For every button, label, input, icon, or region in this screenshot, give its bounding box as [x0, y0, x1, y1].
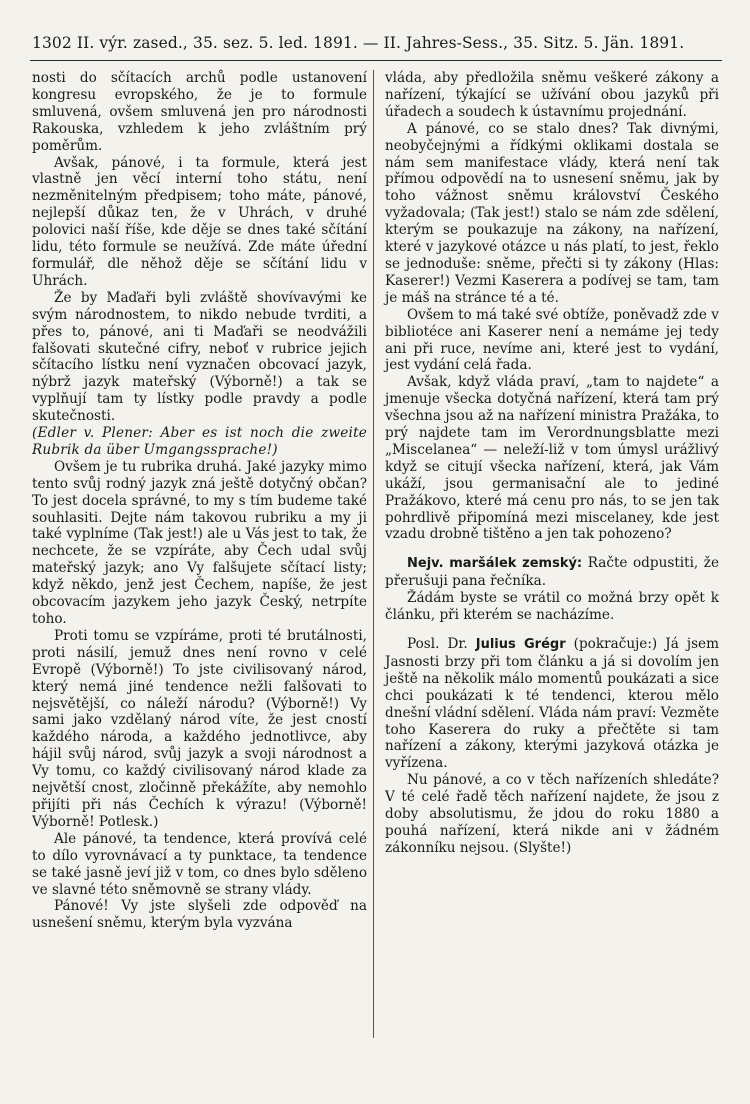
paragraph: vláda, aby předložila sněmu veškeré zákony a nařízení, týkající se užívání obou jazyků při úřadech a soudech k ústavnímu projednání. — [385, 70, 719, 120]
left-column — [32, 70, 367, 932]
paragraph: Ale pánové, ta tendence, která provívá celé to dílo vyrovnávací a ty punktace, ta tendence se také jasně jeví již v tom, co dnes bylo sděleno ve slavné této sněmovně se strany vlády. — [32, 830, 367, 898]
page-header: 1302 II. výr. zased., 35. sez. 5. led. 1891. — II. Jahres-Sess., 35. Sitz. 5. Jän. 1891. — [32, 34, 685, 52]
speaker-paragraph — [385, 555, 719, 590]
paragraph: Nu pánové, a co v těch nařízeních shledáte? V té celé řadě těch nařízení najdete, že jsou z doby absolutismu, že jdou do roku 1880 a pouhá nařízení, která nikde ani v žádném zákonníku nejsou. (Slyšte!) — [385, 772, 719, 856]
paragraph: A pánové, co se stalo dnes? Tak divnými, neobyčejnými a řídkými oklikami dostala se nám sem manifestace vlády, která není tak přímou odpovědí na to usnesení sněmu, jak by toho vážnost sněmu království Českého vyžadovala; (Tak jest!) stalo se nám zde sdělení, kterým se poukazuje na zákony, na nařízení, které v jazykové otázce u nás platí, to jest, řeklo se jednoduše: sněme, přečti si ty zákony (Hlas: Kaserer!) Vezmi Kaserera a podívej se tam, tam je máš na stránce té a té. — [385, 120, 719, 306]
paragraph: Proti tomu se vzpíráme, proti té brutálnosti, proti násilí, jemuž dnes není rovno v celé Evropě (Výborně!) To jste civilisovaný národ, který nemá jiné tendence nežli falšovati to nejsvětější, co náleží národu? (Výborně!) Vy sami jako vzdělaný národ víte, že jest cností každého národa, a každého jednotlivce, aby hájil svůj národ, svůj jazyk a svoji národnost a Vy tomu, co každý civilisovaný národ klade za největší cnost, zločinně překážíte, aby nemohlo přijíti při nás Čechích k výrazu! (Výborně! Výborně! Potlesk.) — [32, 627, 367, 830]
speaker-title: Posl. Dr. — [407, 636, 468, 652]
paragraph: nosti do sčítacích archů podle ustanovení kongresu evropského, že je to formule smluvená, ovšem smluvená jen pro národnosti Rakouska, vzhledem k jeho zvláštním prý poměrům. — [32, 70, 367, 154]
paragraph: Že by Maďaři byli zvláště shovívavými ke svým národnostem, to nikdo nebude tvrditi, a přes to, pánové, ani ti Maďaři se neodvážili falšovati skutečné cifry, neboť v rubrice jejich sčítacího lístku není vyznačen obcovací jazyk, nýbrž jazyk mateřský (Výborně!) a tak se vyplňují tam ty lístky podle pravdy a podle skutečnosti. — [32, 289, 367, 425]
speech-text: (pokračuje:) Já jsem Jasnosti brzy při tom článku a já si dovolím jen ještě na několik málo momentů poukázati a sice chci poukázati k té tendenci, kterou mělo dnešní vládní sdělení. Vláda nám praví: Vezměte toho Kaserera do ruky a přečtěte si tam nařízení a zákony, kterými jazyková otázka je vyřízena. — [385, 636, 719, 772]
speaker-name: Nejv. maršálek zemský: — [407, 556, 583, 572]
column-divider — [373, 70, 374, 1038]
speaker-name: Julius Grégr — [475, 637, 566, 652]
paragraph: Žádám byste se vrátil co možná brzy opět k článku, při kterém se nacházíme. — [385, 590, 719, 624]
paragraph: Avšak, pánové, i ta formule, která jest vlastně jen věcí interní toho státu, není nezměnitelným předpisem; toho máte, pánové, nejlepší důkaz ten, že v Uhrách, v druhé polovici naší říše, kde děje se dnes také sčítání lidu, této formule se neužívá. Zde máte úřední formulář, dle něhož děje se sčítání lidu v Uhrách. — [32, 154, 367, 289]
paragraph: Avšak, když vláda praví, „tam to najdete“ a jmenuje všecka dotyčná nařízení, která tam prý všechna jsou až na nařízení ministra Pražáka, to prý najdete tam im Verordnungsblatte mezi „Miscelanea“ — neleží-liž v tom úmysl urážlivý když se citují všecka nařízení, která, jak Vám ukáží, jsou germanisační ale to jediné Pražákovo, které má cenu pro nás, to se jen tak pohrdlivě připomíná mezi miscelaney, kde jest vzadu drobně tištěno a jen tak pohozeno? — [385, 374, 719, 543]
speech-text: Račte odpustiti, že přerušuji pana řečníka. — [385, 555, 720, 590]
header-rule — [30, 60, 722, 61]
speaker-paragraph — [385, 636, 719, 772]
paragraph: Pánové! Vy jste slyšeli zde odpověď na usnešení sněmu, kterým byla vyzvána — [32, 898, 367, 932]
interjection: (Edler v. Plener: Aber es ist noch die zweite Rubrik da über Umgangssprache!) — [32, 425, 367, 458]
paragraph: Ovšem to má také své obtíže, poněvadž zde v bibliotéce ani Kaserer není a nemáme jej tedy ani při ruce, nevíme ani, které jest to vydání, jest vydání celá řada. — [385, 306, 719, 374]
right-column — [385, 70, 719, 857]
paragraph: Ovšem je tu rubrika druhá. Jaké jazyky mimo tento svůj rodný jazyk zná ještě dotyčný občan? To jest docela správné, to my s tím budeme také souhlasiti. Dejte nám takovou rubriku a my ji také vyplníme (Tak jest!) ale u Vás jest to tak, že nechcete, že se vzpíráte, aby Čech udal svůj mateřský jazyk; ano Vy falšujete sčítací listy; když někdo, jenž jest Čechem, napíše, že jest obcovacím jazykem jeho jazyk Český, netrpíte toho. — [32, 458, 367, 627]
